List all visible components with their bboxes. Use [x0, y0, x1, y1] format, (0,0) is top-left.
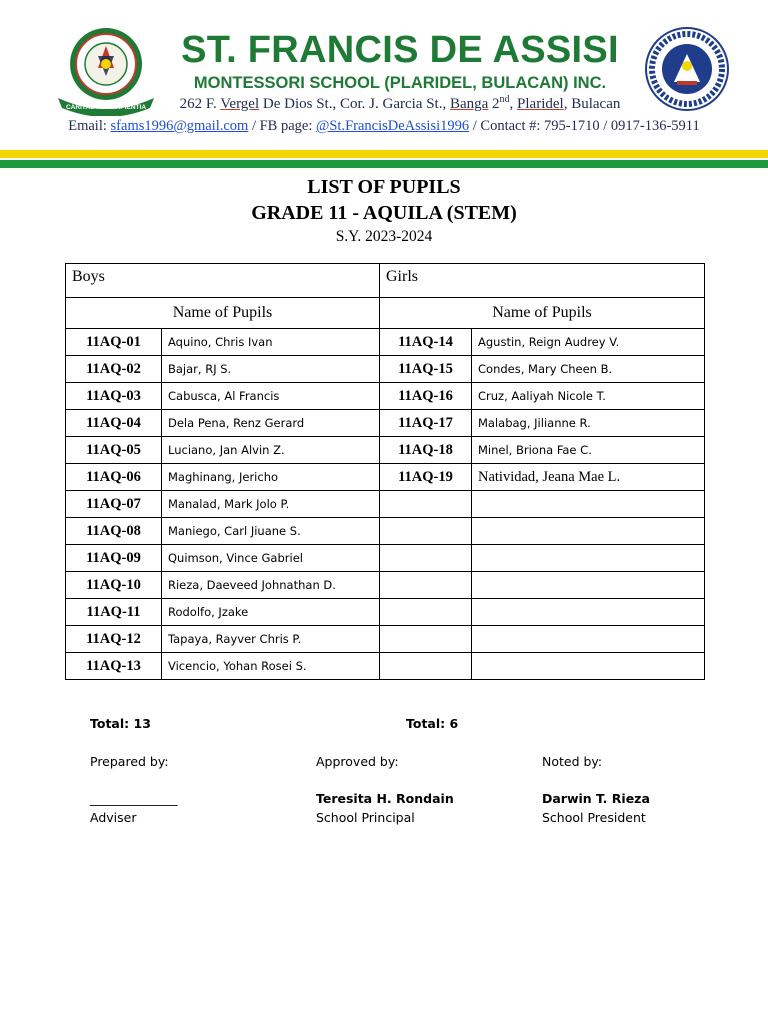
fb-page-link[interactable]: @St.FrancisDeAssisi1996: [316, 118, 470, 134]
school-seal-logo: [52, 24, 160, 116]
empty-cell: [472, 491, 705, 518]
approver-name: Teresita H. Rondain: [316, 791, 454, 806]
table-row: [66, 383, 705, 410]
girl-code: 11AQ-14: [380, 329, 472, 356]
empty-cell: [380, 626, 472, 653]
girl-code: 11AQ-16: [380, 383, 472, 410]
table-row: [66, 653, 705, 680]
boy-name: Tapaya, Rayver Chris P.: [162, 626, 380, 653]
boy-name: Maniego, Carl Jiuane S.: [162, 518, 380, 545]
pupil-list-table: [65, 263, 705, 680]
table-row: [66, 545, 705, 572]
school-subtitle: MONTESSORI SCHOOL (PLARIDEL, BULACAN) INC.: [193, 74, 607, 92]
empty-cell: [380, 518, 472, 545]
prepared-by-signature-line: ______________: [90, 791, 178, 806]
girl-name: Condes, Mary Cheen B.: [472, 356, 705, 383]
boy-code: 11AQ-05: [66, 437, 162, 464]
boy-name: Vicencio, Yohan Rosei S.: [162, 653, 380, 680]
adviser-role: Adviser: [90, 810, 137, 825]
girl-code: 11AQ-19: [380, 464, 472, 491]
girl-name: Cruz, Aaliyah Nicole T.: [472, 383, 705, 410]
prepared-by-label: Prepared by:: [90, 754, 169, 769]
empty-cell: [380, 599, 472, 626]
empty-cell: [472, 518, 705, 545]
boys-header: Boys: [66, 264, 380, 298]
boy-name: Quimson, Vince Gabriel: [162, 545, 380, 572]
president-role: School President: [542, 810, 646, 825]
school-address: 262 F. Vergel De Dios St., Cor. J. Garcia St., Banga 2nd, Plaridel, Bulacan: [179, 94, 621, 112]
total-girls: Total: 6: [406, 716, 459, 731]
section-title: GRADE 11 - AQUILA (STEM): [251, 202, 517, 224]
table-row: [66, 599, 705, 626]
email-link[interactable]: sfams1996@gmail.com: [110, 118, 249, 134]
girl-code: 11AQ-15: [380, 356, 472, 383]
table-row: [66, 572, 705, 599]
empty-cell: [380, 545, 472, 572]
boy-name: Maghinang, Jericho: [162, 464, 380, 491]
gender-header-row: [66, 264, 705, 298]
girl-code: 11AQ-18: [380, 437, 472, 464]
document-title: LIST OF PUPILS: [307, 176, 461, 198]
boy-code: 11AQ-06: [66, 464, 162, 491]
boy-name: Dela Pena, Renz Gerard: [162, 410, 380, 437]
girl-code: 11AQ-17: [380, 410, 472, 437]
table-row: [66, 626, 705, 653]
header-stripe-green: [0, 160, 768, 168]
table-row: [66, 491, 705, 518]
girl-name: Natividad, Jeana Mae L.: [472, 464, 705, 491]
table-row: [66, 410, 705, 437]
boy-code: 11AQ-13: [66, 653, 162, 680]
boys-name-header: Name of Pupils: [66, 298, 380, 329]
contact-line: Email: sfams1996@gmail.com / FB page: @St.FrancisDeAssisi1996 / Contact #: 795-1710 / 0917-136-5911: [68, 118, 700, 134]
boy-code: 11AQ-03: [66, 383, 162, 410]
girl-name: Malabag, Jilianne R.: [472, 410, 705, 437]
girl-name: Agustin, Reign Audrey V.: [472, 329, 705, 356]
svg-text:CARITAS PER SAPIENTIA: CARITAS PER SAPIENTIA: [65, 104, 147, 111]
approved-by-label: Approved by:: [316, 754, 399, 769]
empty-cell: [380, 491, 472, 518]
empty-cell: [380, 572, 472, 599]
table-row: [66, 518, 705, 545]
noted-by-label: Noted by:: [542, 754, 603, 769]
table-row: [66, 464, 705, 491]
boy-code: 11AQ-12: [66, 626, 162, 653]
boy-name: Manalad, Mark Jolo P.: [162, 491, 380, 518]
empty-cell: [380, 653, 472, 680]
empty-cell: [472, 545, 705, 572]
boy-code: 11AQ-02: [66, 356, 162, 383]
girls-name-header: Name of Pupils: [380, 298, 705, 329]
noter-name: Darwin T. Rieza: [542, 791, 650, 806]
table-row: [66, 437, 705, 464]
school-year: S.Y. 2023-2024: [335, 228, 433, 245]
empty-cell: [472, 599, 705, 626]
boy-code: 11AQ-08: [66, 518, 162, 545]
boy-name: Cabusca, Al Francis: [162, 383, 380, 410]
boy-name: Luciano, Jan Alvin Z.: [162, 437, 380, 464]
total-boys: Total: 13: [90, 716, 151, 731]
column-header-row: [66, 298, 705, 329]
empty-cell: [472, 653, 705, 680]
girls-header: Girls: [380, 264, 705, 298]
principal-role: School Principal: [316, 810, 415, 825]
empty-cell: [472, 626, 705, 653]
boy-code: 11AQ-11: [66, 599, 162, 626]
boy-code: 11AQ-10: [66, 572, 162, 599]
boy-code: 11AQ-04: [66, 410, 162, 437]
deped-seal-logo: [644, 26, 730, 112]
school-name: ST. FRANCIS DE ASSISI: [181, 29, 619, 71]
empty-cell: [472, 572, 705, 599]
table-row: [66, 329, 705, 356]
boy-name: Aquino, Chris Ivan: [162, 329, 380, 356]
boy-name: Rodolfo, Jzake: [162, 599, 380, 626]
boy-code: 11AQ-07: [66, 491, 162, 518]
table-row: [66, 356, 705, 383]
header-stripe-yellow: [0, 150, 768, 158]
boy-name: Rieza, Daeveed Johnathan D.: [162, 572, 380, 599]
boy-name: Bajar, RJ S.: [162, 356, 380, 383]
girl-name: Minel, Briona Fae C.: [472, 437, 705, 464]
boy-code: 11AQ-01: [66, 329, 162, 356]
boy-code: 11AQ-09: [66, 545, 162, 572]
